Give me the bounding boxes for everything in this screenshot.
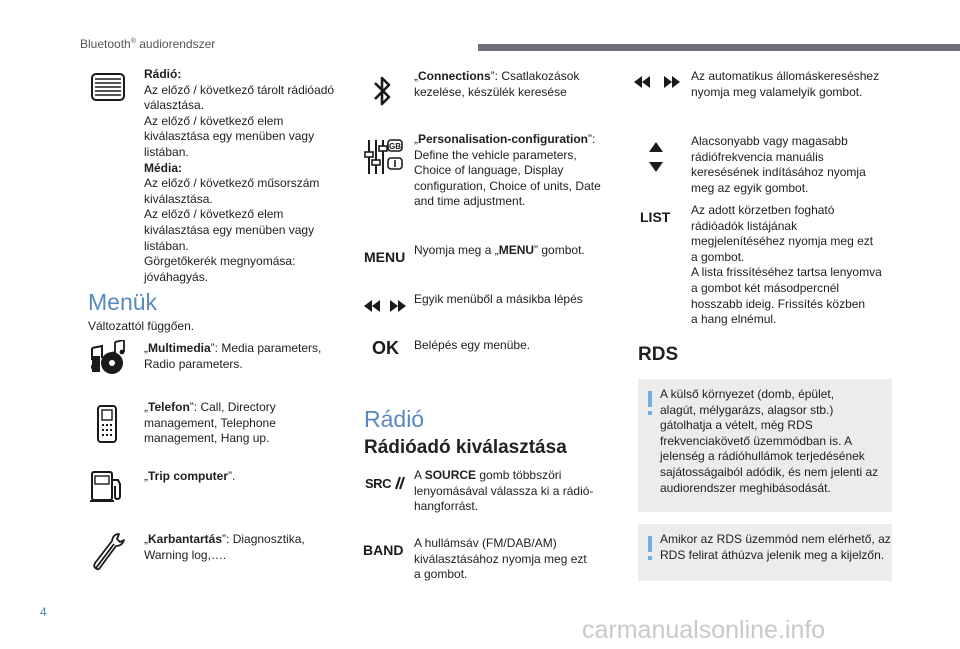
trip-computer-icon — [88, 468, 126, 504]
info-marker-dot — [648, 411, 652, 415]
info-box-rds — [638, 524, 892, 581]
bluetooth-icon — [372, 74, 394, 108]
rds-heading: RDS — [638, 344, 679, 365]
seek-arrows-icon — [634, 75, 680, 89]
arrows-description: Egyik menüből a másikba lépés — [414, 292, 583, 306]
phone-icon — [96, 404, 118, 444]
header-bar — [478, 44, 960, 51]
band-description: A hullámsáv (FM/DAB/AM) kiválasztásához nyomja meg ezt a gombot. — [414, 536, 587, 582]
up-down-arrows-icon — [648, 140, 664, 174]
info-box-reception-text: A külső környezet (domb, épület, alagút, mélygarázs, alagsor stb.) gátolhatja a vételt, még RDS frekvenciakövető üzemmódban is. A jelenség a rádióhullámok terjedésének sajátosságaiból adódik, és nem jelenti az audiorendszer meghibásodását. — [660, 387, 879, 495]
ok-description: Belépés egy menübe. — [414, 338, 531, 352]
info-marker-dot — [648, 556, 652, 560]
menus-subtitle: Változattól függően. — [88, 319, 195, 333]
page-number: 4 — [40, 605, 47, 619]
auto-search-description: Az automatikus állomáskereséshez nyomja meg valamelyik gombot. — [691, 69, 880, 99]
info-box-reception — [638, 379, 892, 512]
connections-description: „Connections”: Csatlakozások kezelése, készülék keresése — [414, 69, 580, 99]
station-select-heading: Rádióadó kiválasztása — [364, 437, 567, 458]
source-description: A SOURCE gomb többszöri lenyomásával válassza ki a rádió- hangforrást. — [414, 468, 594, 514]
radio-media-description: Rádió: Az előző / következő tárolt rádióadó választása. Az előző / következő elem kiválasztása egy menüben vagy listában. Média: Az előző / következő műsorszám kiválasztása. Az előző / következő elem kiválasztása egy menüben vagy listában. Görgetőkerék megnyomása: jóváhagyás. — [144, 67, 335, 284]
list-description: Az adott körzetben fogható rádióadók listájának megjelenítéséhez nyomja meg ezt a gombot. A lista frissítéséhez tartsa lenyomva a gombot két másodpercnél hosszabb ideig. Frissítés közben a hang elnémul. — [691, 203, 882, 327]
left-right-arrows-icon — [364, 299, 406, 313]
list-button-icon: LIST — [640, 209, 671, 225]
source-button-icon: SRC — [362, 474, 408, 492]
menu-button-description: Nyomja meg a „MENU” gombot. — [414, 243, 585, 257]
menus-heading: Menük — [88, 289, 158, 315]
radio-heading: Rádió — [364, 406, 425, 432]
scroll-wheel-icon — [90, 72, 126, 102]
trip-computer-description: „Trip computer”. — [144, 469, 236, 483]
info-marker-icon — [648, 391, 652, 407]
watermark: carmanualsonline.info — [582, 616, 826, 644]
band-button-icon: BAND — [363, 542, 404, 558]
wrench-icon — [90, 530, 126, 572]
settings-sliders-icon — [364, 136, 404, 178]
src-slash-icon — [393, 475, 405, 491]
multimedia-description: „Multimedia”: Media parameters, Radio parameters. — [144, 341, 322, 371]
telefon-description: „Telefon”: Call, Directory management, Telephone management, Hang up. — [144, 400, 276, 446]
ok-button-icon: OK — [372, 338, 399, 358]
multimedia-icon — [88, 340, 128, 376]
running-header: Bluetooth® audiorendszer — [80, 37, 216, 51]
info-marker-icon — [648, 536, 652, 552]
karbantartas-description: „Karbantartás”: Diagnosztika, Warning log,…. — [144, 532, 305, 562]
info-box-rds-text: Amikor az RDS üzemmód nem elérhető, az RDS felirat áthúzva jelenik meg a kijelzőn. — [660, 532, 891, 562]
menu-button-icon: MENU — [364, 249, 406, 265]
manual-search-description: Alacsonyabb vagy magasabb rádiófrekvencia manuális keresésének indításához nyomja meg az egyik gombot. — [691, 134, 866, 195]
personalisation-description: „Personalisation-configuration”: Define the vehicle parameters, Choice of language, Display configuration, Choice of units, Date and time adjustment. — [414, 132, 601, 209]
svg-text:GB: GB — [389, 142, 401, 151]
